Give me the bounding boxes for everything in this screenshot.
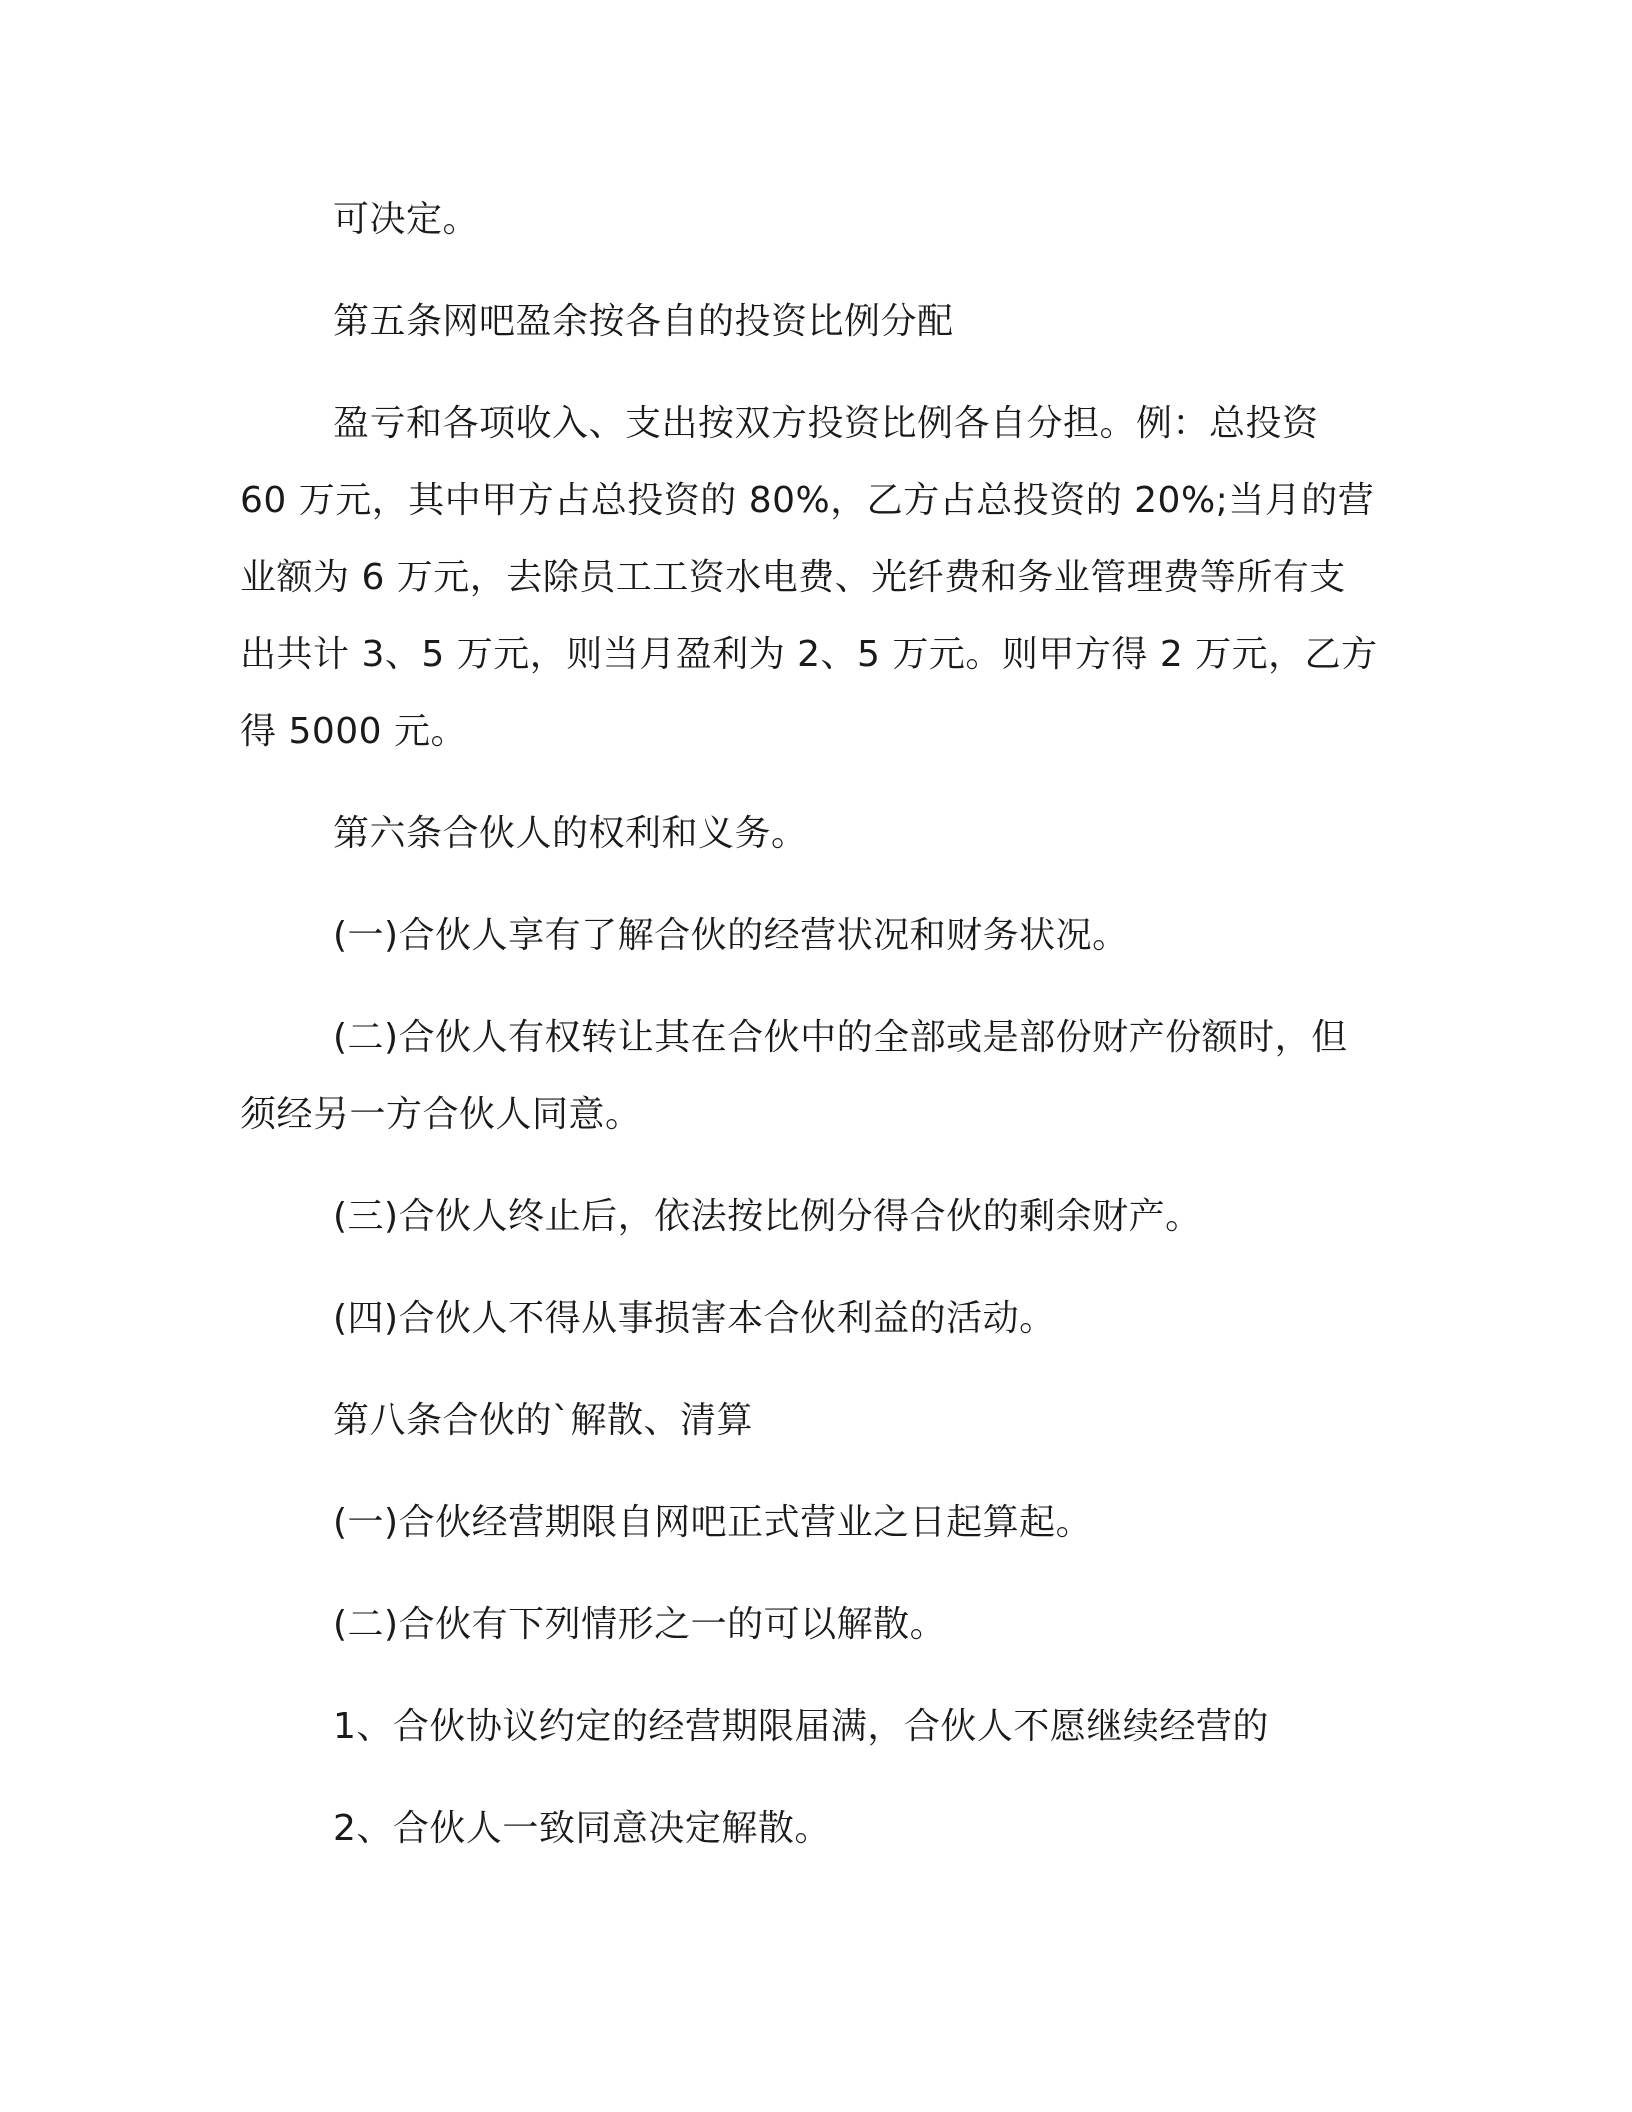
text-line: 60 万元，其中甲方占总投资的 80%，乙方占总投资的 20%;当月的营 <box>240 480 1375 521</box>
list-item: (二)合伙有下列情形之一的可以解散。 <box>333 1604 947 1645</box>
text-line: 可决定。 <box>333 199 480 240</box>
article-heading: 第八条合伙的`解散、清算 <box>333 1400 754 1441</box>
article-heading: 第六条合伙人的权利和义务。 <box>333 813 808 854</box>
list-item: (二)合伙人有权转让其在合伙中的全部或是部份财产份额时，但 <box>333 1017 1348 1058</box>
list-item: (一)合伙人享有了解合伙的经营状况和财务状况。 <box>333 915 1129 956</box>
list-item: 2、合伙人一致同意决定解散。 <box>333 1808 831 1849</box>
article-heading: 第五条网吧盈余按各自的投资比例分配 <box>333 301 954 342</box>
text-line: 得 5000 元。 <box>240 711 468 752</box>
list-item: (一)合伙经营期限自网吧正式营业之日起算起。 <box>333 1502 1093 1543</box>
list-item: 1、合伙协议约定的经营期限届满，合伙人不愿继续经营的 <box>333 1706 1269 1747</box>
list-item: (四)合伙人不得从事损害本合伙利益的活动。 <box>333 1298 1056 1339</box>
text-line: 出共计 3、5 万元，则当月盈利为 2、5 万元。则甲方得 2 万元，乙方 <box>240 634 1378 675</box>
text-line: 盈亏和各项收入、支出按双方投资比例各自分担。例：总投资 <box>333 403 1319 444</box>
text-line: 须经另一方合伙人同意。 <box>240 1094 642 1135</box>
list-item: (三)合伙人终止后，依法按比例分得合伙的剩余财产。 <box>333 1196 1202 1237</box>
text-line: 业额为 6 万元，去除员工工资水电费、光纤费和务业管理费等所有支 <box>240 557 1346 598</box>
